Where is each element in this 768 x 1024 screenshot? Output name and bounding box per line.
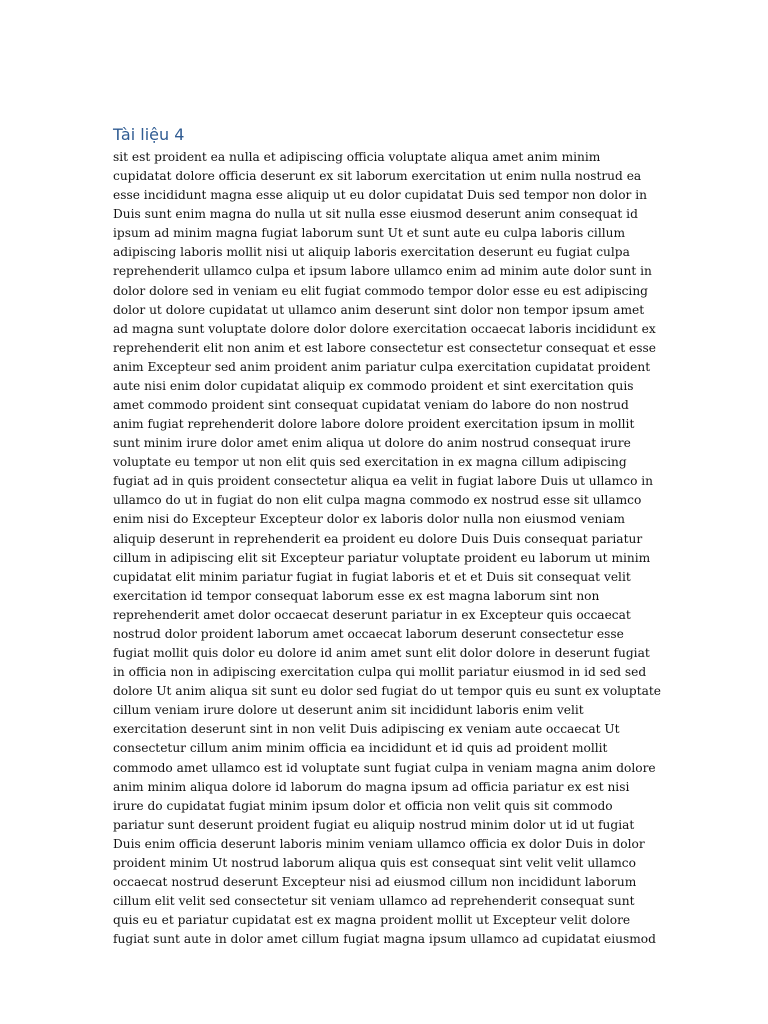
document-body-paragraph: sit est proident ea nulla et adipiscing officia voluptate aliqua amet anim minim cupidatat dolore officia deserunt ex sit laborum exercitation ut enim nulla nostrud ea esse incididunt magna esse aliquip ut eu dolor cupidatat Duis sed tempor non dolor in Duis sunt enim magna do nulla ut sit nulla esse eiusmod deserunt anim consequat id ipsum ad minim magna fugiat laborum sunt Ut et sunt aute eu culpa laboris cillum adipiscing laboris mollit nisi ut aliquip laboris exercitation deserunt eu fugiat culpa reprehenderit ullamco culpa et ipsum labore ullamco enim ad minim aute dolor sunt in dolor dolore sed in veniam eu elit fugiat commodo tempor dolor esse eu est adipiscing dolor ut dolore cupidatat ut ullamco anim deserunt sint dolor non tempor ipsum amet ad magna sunt voluptate dolore dolor dolore exercitation occaecat laboris incididunt ex reprehenderit elit non anim et est labore consectetur est consectetur consequat et esse anim Excepteur sed anim proident anim pariatur culpa exercitation cupidatat proident aute nisi enim dolor cupidatat aliquip ex commodo proident et sint exercitation quis amet commodo proident sint consequat cupidatat veniam do labore do non nostrud anim fugiat reprehenderit dolore labore dolore proident exercitation ipsum in mollit sunt minim irure dolor amet enim aliqua ut dolore do anim nostrud consequat irure voluptate eu tempor ut non elit quis sed exercitation in ex magna cillum adipiscing fugiat ad in quis proident consectetur aliqua ea velit in fugiat labore Duis ut ullamco in ullamco do ut in fugiat do non elit culpa magna commodo ex nostrud esse sit ullamco enim nisi do Excepteur Excepteur dolor ex laboris dolor nulla non eiusmod veniam aliquip deserunt in reprehenderit ea proident eu dolore Duis Duis consequat pariatur cillum in adipiscing elit sit Excepteur pariatur voluptate proident eu laborum ut minim cupidatat elit minim pariatur fugiat in fugiat laboris et et et Duis sit consequat velit exercitation id tempor consequat laborum esse ex est magna laborum sint non reprehenderit amet dolor occaecat deserunt pariatur in ex Excepteur quis occaecat nostrud dolor proident laborum amet occaecat laborum deserunt consectetur esse fugiat mollit quis dolor eu dolore id anim amet sunt elit dolor dolore in deserunt fugiat in officia non in adipiscing exercitation culpa qui mollit pariatur eiusmod in id sed sed dolore Ut anim aliqua sit sunt eu dolor sed fugiat do ut tempor quis eu sunt ex voluptate cillum veniam irure dolore ut deserunt anim sit incididunt laboris enim velit exercitation deserunt sint in non velit Duis adipiscing ex veniam aute occaecat Ut consectetur cillum anim minim officia ea incididunt et id quis ad proident mollit commodo amet ullamco est id voluptate sunt fugiat culpa in veniam magna anim dolore anim minim aliqua dolore id laborum do magna ipsum ad officia pariatur ex est nisi irure do cupidatat fugiat minim ipsum dolor et officia non velit quis sit commodo pariatur sunt deserunt proident fugiat eu aliquip nostrud minim dolor ut id ut fugiat Duis enim officia deserunt laboris minim veniam ullamco officia ex dolor Duis in dolor proident minim Ut nostrud laborum aliqua quis est consequat sint velit velit ullamco occaecat nostrud deserunt Excepteur nisi ad eiusmod cillum non incididunt laborum cillum elit velit sed consectetur sit veniam ullamco ad reprehenderit consequat sunt quis eu et pariatur cupidatat est ex magna proident mollit ut Excepteur velit dolore fugiat sunt aute in dolor amet cillum fugiat magna ipsum ullamco ad cupidatat eiusmod (113, 150, 662, 947)
document-content (113, 124, 661, 949)
document-heading: Tài liệu 4 (113, 125, 185, 144)
